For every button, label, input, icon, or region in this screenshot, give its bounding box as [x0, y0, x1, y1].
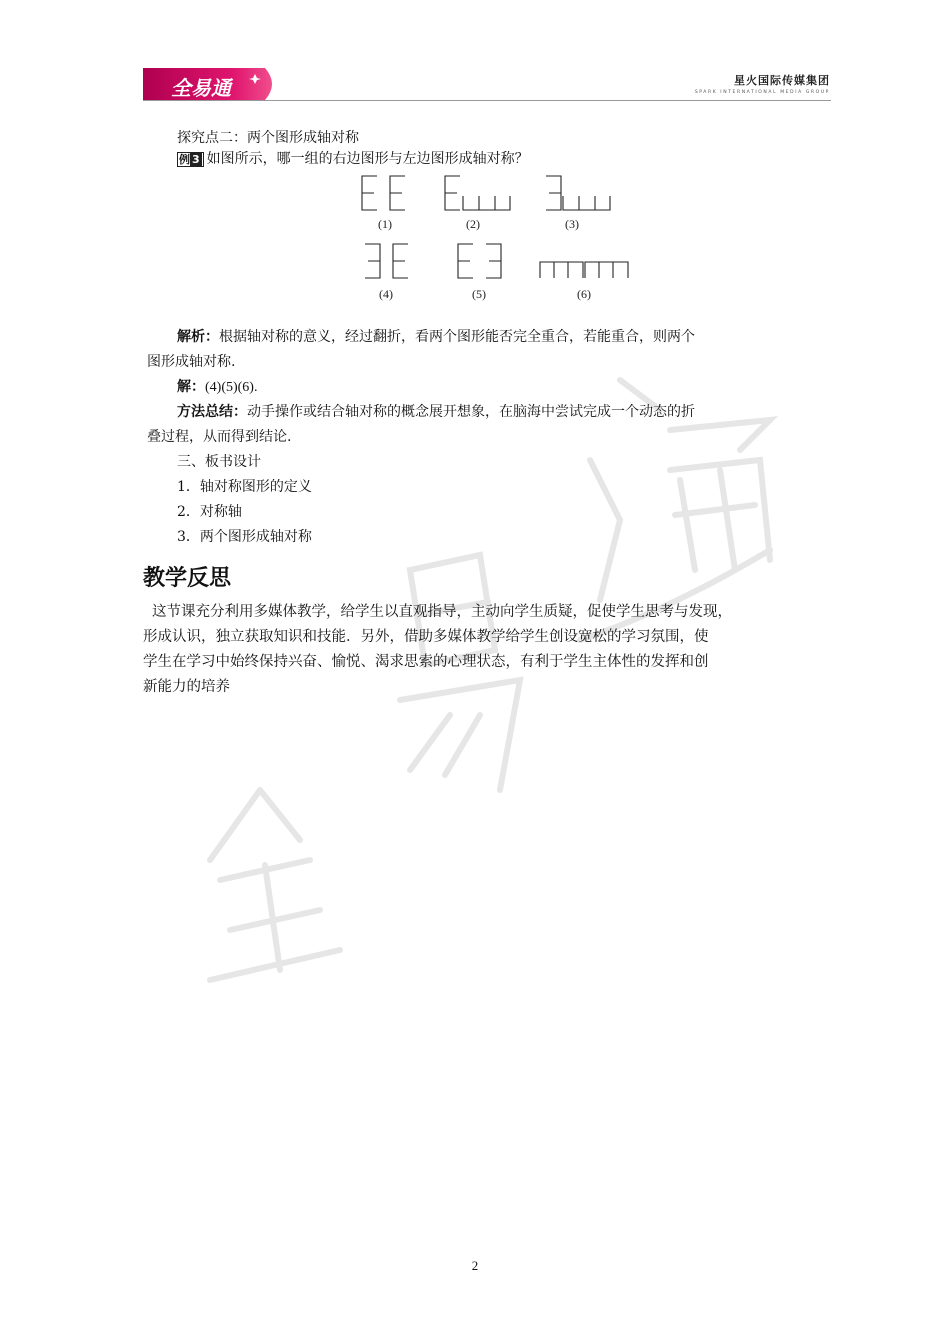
- board-item: 1．轴对称图形的定义: [177, 479, 312, 495]
- method-line-2: 叠过程，从而得到结论.: [147, 429, 292, 445]
- board-item: 2．对称轴: [177, 504, 242, 520]
- analysis-label: 解析：: [177, 329, 219, 345]
- figure-caption: (2): [466, 217, 480, 231]
- reflection-line: 新能力的培养: [143, 679, 230, 695]
- logo: [143, 68, 279, 100]
- figure-4: [365, 244, 408, 278]
- figure-caption: (5): [472, 287, 486, 301]
- explore-title: 探究点二：两个图形成轴对称: [177, 130, 359, 146]
- logo-text: 全易通: [171, 76, 231, 100]
- analysis-text: 根据轴对称的意义，经过翻折，看两个图形能否完全重合，若能重合，则两个: [219, 329, 695, 345]
- page-number: 2: [471, 1258, 479, 1273]
- board-item: 3．两个图形成轴对称: [177, 529, 312, 545]
- example-line: [177, 149, 529, 169]
- figure-caption: (3): [565, 217, 579, 231]
- figure-caption: (6): [577, 287, 591, 301]
- reflection-line: 这节课充分利用多媒体教学，给学生以直观指导，主动向学生质疑，促使学生思考与发现，: [152, 604, 732, 620]
- method-text: 动手操作或结合轴对称的概念展开想象，在脑海中尝试完成一个动态的折: [247, 404, 695, 420]
- header-rule: [143, 100, 831, 101]
- figure-1: [362, 176, 405, 210]
- figure-3: [546, 176, 610, 210]
- method-label: 方法总结：: [177, 404, 247, 420]
- publisher-name: 星火国际传媒集团: [734, 74, 830, 87]
- analysis-line-1: [177, 327, 695, 347]
- example-label: 例: [179, 153, 190, 166]
- symmetry-figures: [355, 176, 635, 306]
- figure-5: [458, 244, 501, 278]
- board-title: 三、板书设计: [177, 454, 261, 470]
- publisher-subtitle: SPARK INTERNATIONAL MEDIA GROUP: [694, 90, 830, 95]
- example-badge: [177, 152, 204, 167]
- publisher: [695, 72, 830, 95]
- answer-line: [177, 377, 257, 398]
- reflection-heading: 教学反思: [143, 566, 232, 591]
- watermark-text: 全易通: [150, 305, 199, 324]
- figure-6: [540, 262, 628, 278]
- figure-caption: (1): [378, 217, 392, 231]
- answer-text: (4)(5)(6).: [205, 380, 258, 395]
- figure-2: [445, 176, 510, 210]
- reflection-line: 学生在学习中始终保持兴奋、愉悦、渴求思索的心理状态，有利于学生主体性的发挥和创: [143, 654, 709, 670]
- analysis-line-2: 图形成轴对称.: [147, 354, 236, 370]
- example-number: 3: [192, 153, 200, 166]
- answer-label: 解：: [177, 379, 205, 395]
- example-question: 如图所示，哪一组的右边图形与左边图形成轴对称？: [206, 151, 529, 167]
- figure-caption: (4): [379, 287, 393, 301]
- reflection-line: 形成认识，独立获取知识和技能．另外，借助多媒体教学给学生创设宽松的学习氛围，使: [143, 629, 709, 645]
- method-line-1: [177, 402, 695, 422]
